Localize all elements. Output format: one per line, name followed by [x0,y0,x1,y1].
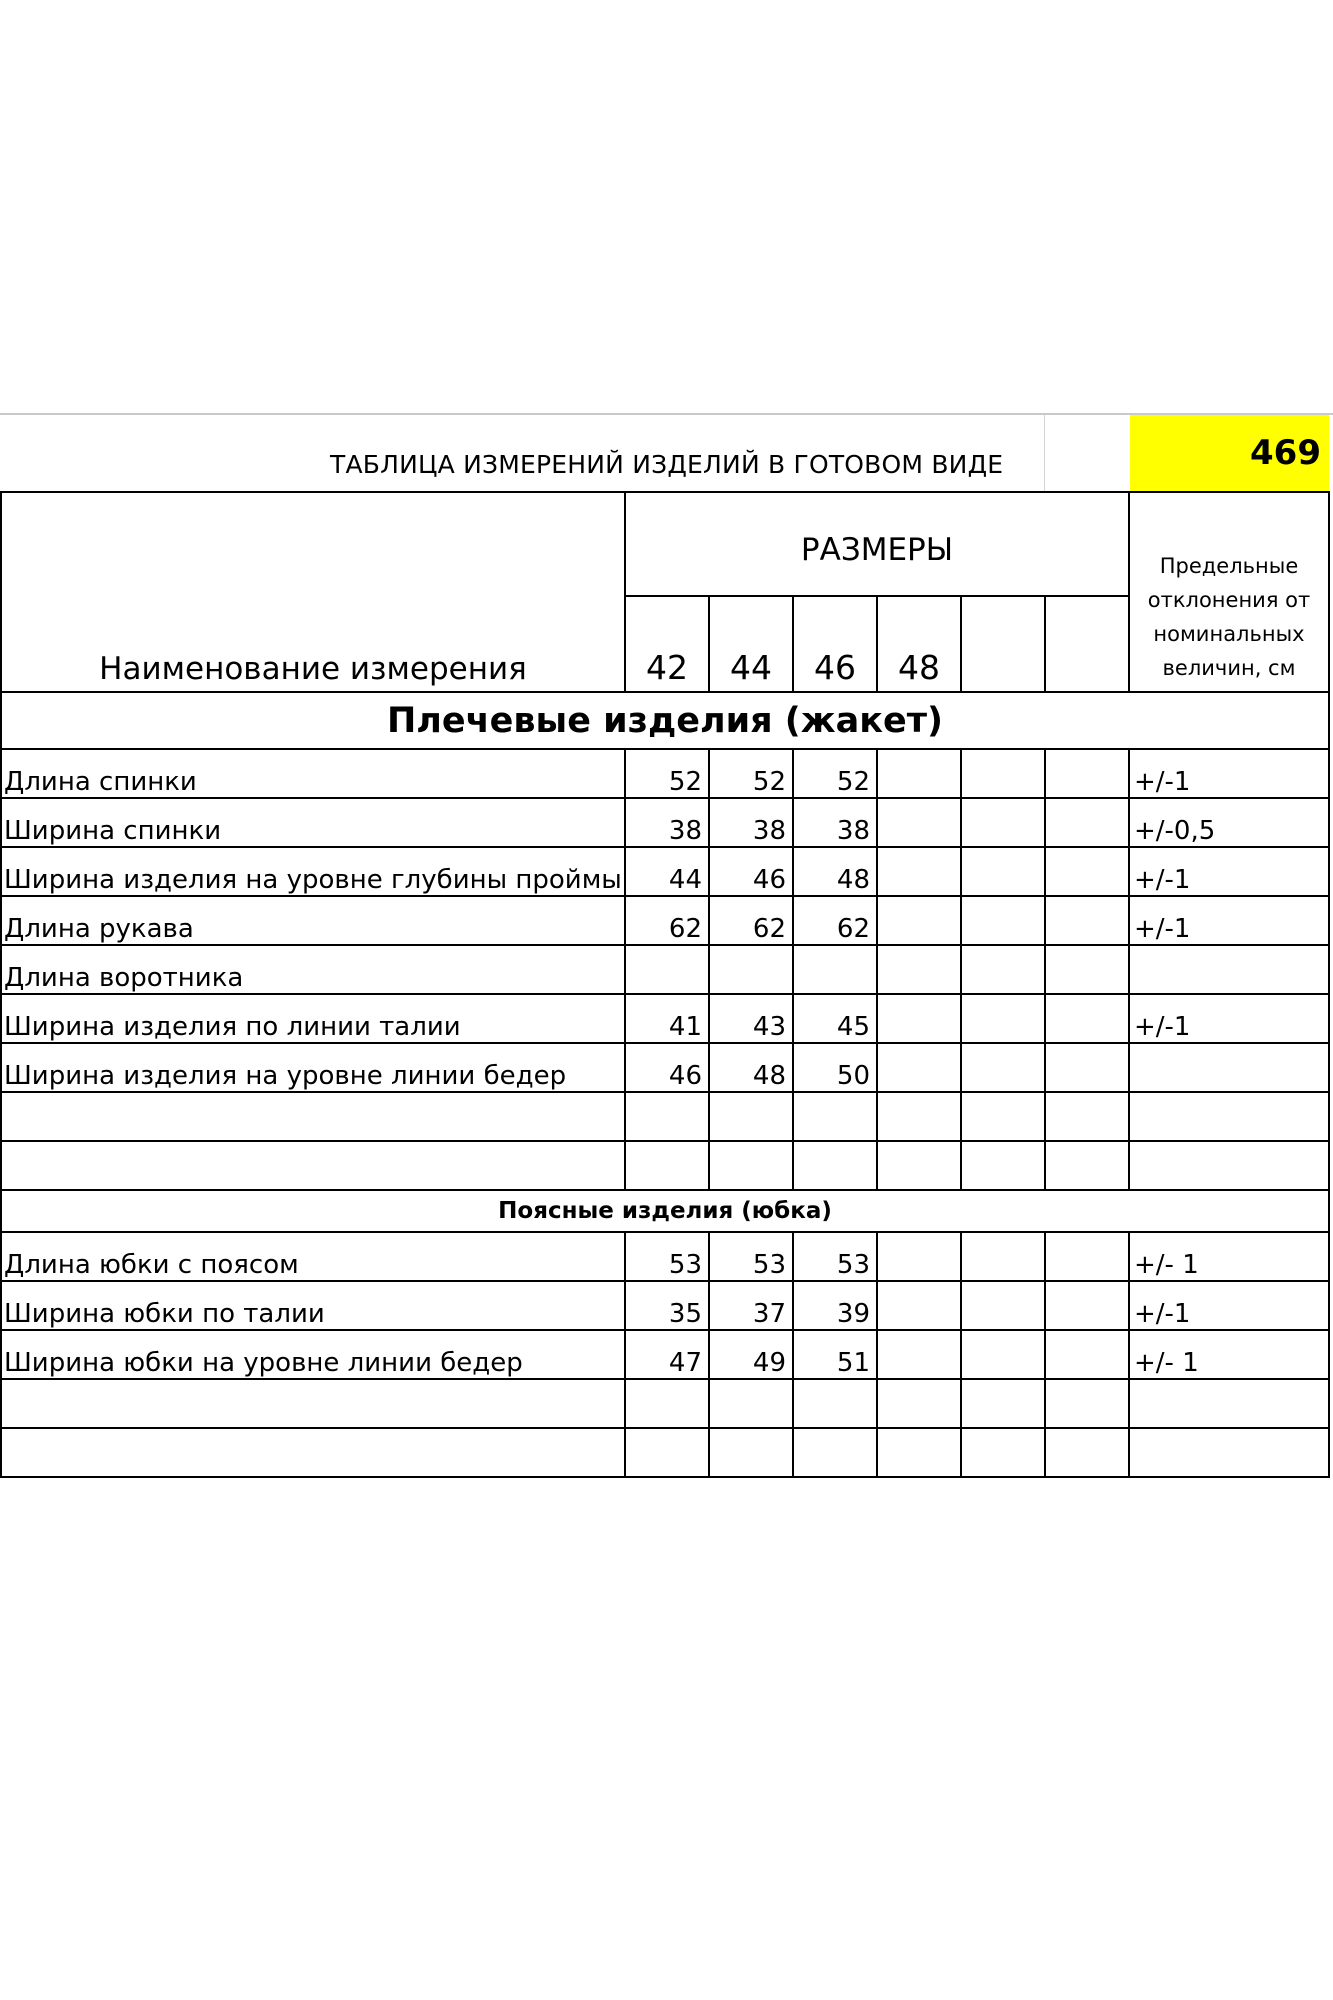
table-row [1,1379,1329,1428]
section-row [1,692,1329,749]
size-value-cell [961,945,1045,994]
measurement-name: Длина воротника [1,945,625,994]
size-value-cell: 38 [625,798,709,847]
size-value-cell [961,1092,1045,1141]
size-value-cell [877,1428,961,1477]
size-value-cell [1045,1281,1129,1330]
table-row [1,1141,1329,1190]
size-value-cell [793,1428,877,1477]
section-title: Поясные изделия (юбка) [1,1190,1329,1232]
size-value-cell [961,994,1045,1043]
size-value-cell [877,945,961,994]
measurement-name: Ширина юбки на уровне линии бедер [1,1330,625,1379]
tolerance-cell [1129,1428,1329,1477]
table-row [1,994,1329,1043]
measurement-name: Длина юбки с поясом [1,1232,625,1281]
size-value-cell [625,1141,709,1190]
size-value-cell [1045,1043,1129,1092]
size-value-cell [961,1281,1045,1330]
tolerance-cell [1129,1043,1329,1092]
size-value-cell: 52 [709,749,793,798]
title-gridline [1044,415,1045,491]
size-value-cell: 53 [793,1232,877,1281]
tolerance-cell: +/-1 [1129,896,1329,945]
measurement-name [1,1379,625,1428]
size-value-cell [1045,1379,1129,1428]
measurement-name [1,1428,625,1477]
tolerance-header: Предельные отклонения от номинальных величин, см [1129,492,1329,692]
size-value-cell [1045,749,1129,798]
size-value-cell [625,1428,709,1477]
size-value-cell: 45 [793,994,877,1043]
table-row [1,1043,1329,1092]
size-value-cell: 48 [709,1043,793,1092]
size-value-cell [877,1141,961,1190]
size-value-cell [877,1281,961,1330]
size-value-cell: 38 [709,798,793,847]
size-value-cell [961,847,1045,896]
size-value-cell [793,1141,877,1190]
size-value-cell [1045,1330,1129,1379]
size-value-cell [1045,945,1129,994]
size-value-cell: 53 [625,1232,709,1281]
measurement-name-header: Наименование измерения [1,492,625,692]
size-value-cell [1045,798,1129,847]
size-value-cell [1045,1092,1129,1141]
size-value-cell [877,1092,961,1141]
size-value-cell: 52 [625,749,709,798]
size-value-cell [961,1379,1045,1428]
size-value-cell [961,1141,1045,1190]
size-value-cell [709,1428,793,1477]
size-value-cell [877,798,961,847]
size-value-cell [793,1092,877,1141]
size-value-cell [1045,847,1129,896]
size-value-cell: 62 [625,896,709,945]
size-value-cell: 37 [709,1281,793,1330]
tolerance-cell [1129,1379,1329,1428]
table-title: ТАБЛИЦА ИЗМЕРЕНИЙ ИЗДЕЛИЙ В ГОТОВОМ ВИДЕ [330,450,1004,479]
measurement-table [0,491,1330,1478]
tolerance-cell: +/-1 [1129,847,1329,896]
size-value-cell: 43 [709,994,793,1043]
size-value-cell [961,1330,1045,1379]
size-value-cell [877,1232,961,1281]
tolerance-cell [1129,945,1329,994]
table-row [1,1330,1329,1379]
size-value-cell: 38 [793,798,877,847]
size-value-cell: 53 [709,1232,793,1281]
table-row [1,847,1329,896]
size-value-cell: 49 [709,1330,793,1379]
measurement-name: Ширина изделия на уровне линии бедер [1,1043,625,1092]
tolerance-cell [1129,1141,1329,1190]
measurement-name: Длина спинки [1,749,625,798]
size-value-cell [709,945,793,994]
measurement-name: Ширина изделия по линии талии [1,994,625,1043]
size-value-cell [877,1043,961,1092]
tolerance-cell: +/-1 [1129,749,1329,798]
size-value-cell [961,1232,1045,1281]
size-value-cell [961,1428,1045,1477]
size-value-cell [1045,896,1129,945]
size-value-cell: 51 [793,1330,877,1379]
measurement-name: Ширина спинки [1,798,625,847]
size-value-cell: 62 [793,896,877,945]
size-value-cell [877,847,961,896]
size-value-cell [961,1043,1045,1092]
size-header-cell [961,596,1045,692]
size-value-cell: 41 [625,994,709,1043]
table-row [1,945,1329,994]
size-value-cell [961,749,1045,798]
table-row [1,1428,1329,1477]
size-value-cell [709,1379,793,1428]
table-row [1,1232,1329,1281]
size-value-cell [625,945,709,994]
tolerance-cell: +/-0,5 [1129,798,1329,847]
tolerance-cell [1129,1092,1329,1141]
size-header-cell: 44 [709,596,793,692]
size-value-cell [793,1379,877,1428]
table-row [1,798,1329,847]
sizes-header: РАЗМЕРЫ [625,492,1129,596]
size-value-cell [877,1330,961,1379]
size-value-cell [1045,1428,1129,1477]
tolerance-cell: +/- 1 [1129,1330,1329,1379]
table-row [1,896,1329,945]
size-value-cell [1045,1141,1129,1190]
size-value-cell: 39 [793,1281,877,1330]
size-header-cell: 46 [793,596,877,692]
table-row [1,749,1329,798]
tolerance-cell: +/- 1 [1129,1232,1329,1281]
measurement-name: Длина рукава [1,896,625,945]
measurement-name [1,1141,625,1190]
size-value-cell: 50 [793,1043,877,1092]
table-row [1,1281,1329,1330]
size-value-cell [625,1379,709,1428]
size-header-cell: 42 [625,596,709,692]
size-value-cell [709,1092,793,1141]
size-value-cell [877,1379,961,1428]
table-row [1,1092,1329,1141]
header-row-sizes [1,492,1329,596]
model-number: 469 [1250,433,1321,473]
size-value-cell: 46 [709,847,793,896]
size-value-cell: 52 [793,749,877,798]
tolerance-cell: +/-1 [1129,994,1329,1043]
model-number-badge [1130,415,1329,491]
size-value-cell [961,896,1045,945]
size-header-cell [1045,596,1129,692]
measurement-name [1,1092,625,1141]
size-header-cell: 48 [877,596,961,692]
size-value-cell: 48 [793,847,877,896]
size-value-cell: 44 [625,847,709,896]
size-value-cell: 46 [625,1043,709,1092]
size-value-cell [961,798,1045,847]
size-value-cell [877,749,961,798]
size-value-cell [625,1092,709,1141]
size-value-cell [877,896,961,945]
table-body [1,492,1329,1477]
section-row [1,1190,1329,1232]
size-value-cell: 35 [625,1281,709,1330]
measurement-name: Ширина изделия на уровне глубины проймы [1,847,625,896]
measurement-name: Ширина юбки по талии [1,1281,625,1330]
size-value-cell [793,945,877,994]
size-value-cell: 62 [709,896,793,945]
size-value-cell [877,994,961,1043]
size-value-cell: 47 [625,1330,709,1379]
size-value-cell [1045,1232,1129,1281]
section-title: Плечевые изделия (жакет) [1,692,1329,749]
size-value-cell [709,1141,793,1190]
size-value-cell [1045,994,1129,1043]
tolerance-cell: +/-1 [1129,1281,1329,1330]
